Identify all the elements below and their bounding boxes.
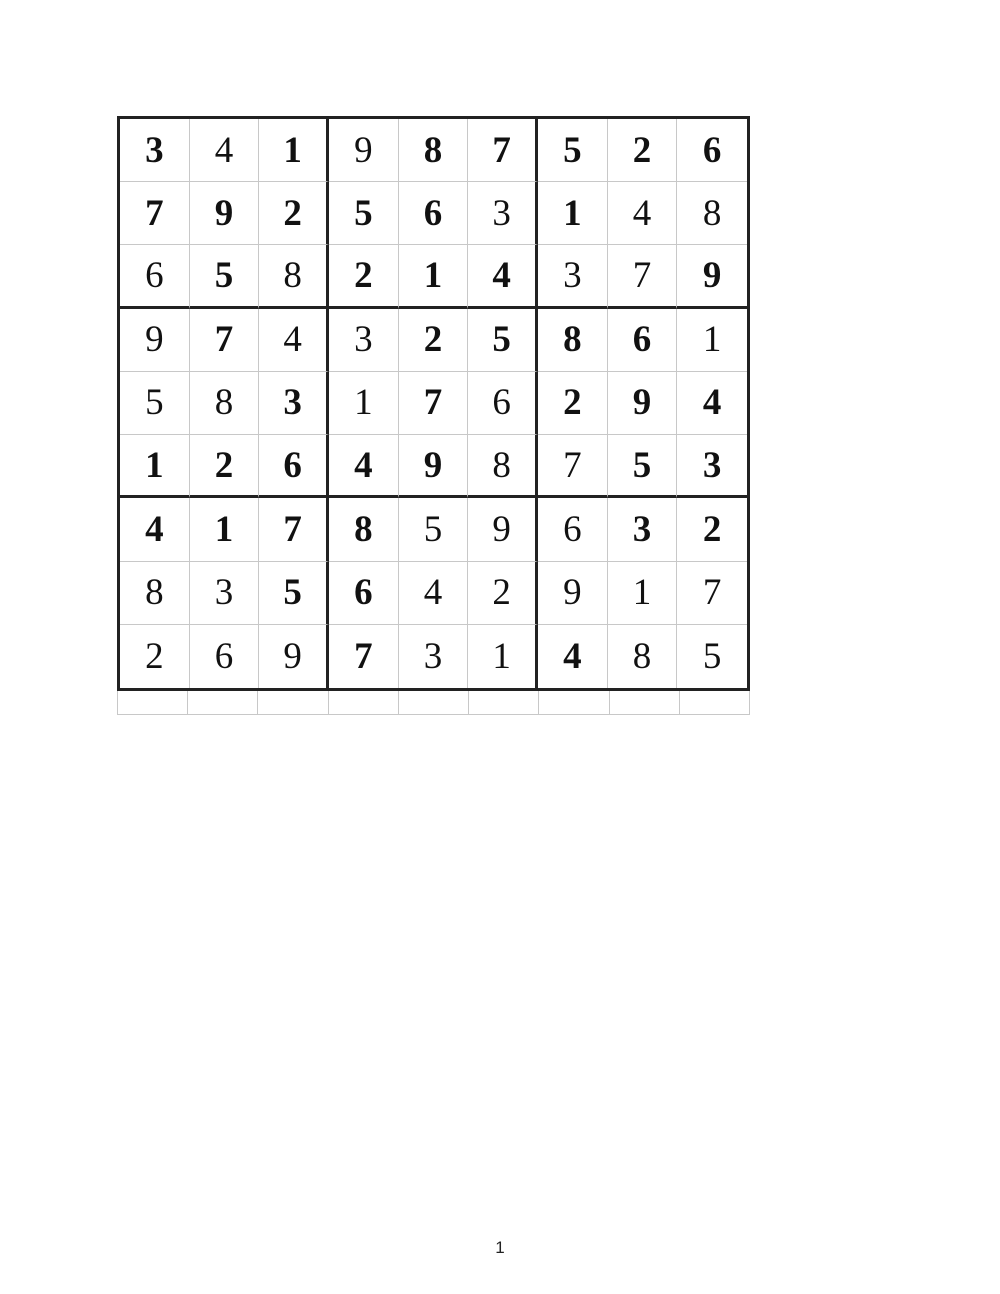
empty-grid-cell: [539, 691, 609, 715]
sudoku-cell-r1-c5: 8: [399, 119, 469, 182]
sudoku-cell-r7-c2: 1: [190, 498, 260, 561]
sudoku-cell-r5-c1: 5: [120, 372, 190, 435]
sudoku-cell-r1-c7: 5: [538, 119, 608, 182]
sudoku-cell-r7-c5: 5: [399, 498, 469, 561]
sudoku-cell-r7-c9: 2: [677, 498, 747, 561]
sudoku-cell-r6-c4: 4: [329, 435, 399, 498]
sudoku-cell-r6-c3: 6: [259, 435, 329, 498]
sudoku-cell-r8-c2: 3: [190, 562, 260, 625]
sudoku-cell-r7-c7: 6: [538, 498, 608, 561]
sudoku-cell-r1-c4: 9: [329, 119, 399, 182]
sudoku-cell-r3-c5: 1: [399, 245, 469, 308]
sudoku-cell-r9-c2: 6: [190, 625, 260, 688]
sudoku-cell-r4-c4: 3: [329, 309, 399, 372]
sudoku-cell-r9-c5: 3: [399, 625, 469, 688]
sudoku-cell-r2-c9: 8: [677, 182, 747, 245]
sudoku-cell-r3-c7: 3: [538, 245, 608, 308]
sudoku-cell-r8-c3: 5: [259, 562, 329, 625]
sudoku-cell-r6-c9: 3: [677, 435, 747, 498]
sudoku-cell-r8-c1: 8: [120, 562, 190, 625]
sudoku-cell-r7-c1: 4: [120, 498, 190, 561]
empty-grid-cell: [469, 691, 539, 715]
sudoku-cell-r8-c6: 2: [468, 562, 538, 625]
sudoku-cell-r8-c8: 1: [608, 562, 678, 625]
sudoku-cell-r9-c6: 1: [468, 625, 538, 688]
sudoku-cell-r9-c1: 2: [120, 625, 190, 688]
sudoku-cell-r2-c5: 6: [399, 182, 469, 245]
sudoku-cell-r6-c6: 8: [468, 435, 538, 498]
sudoku-cell-r8-c5: 4: [399, 562, 469, 625]
empty-grid-row: [117, 691, 750, 715]
sudoku-cell-r7-c3: 7: [259, 498, 329, 561]
sudoku-cell-r1-c1: 3: [120, 119, 190, 182]
sudoku-cell-r4-c2: 7: [190, 309, 260, 372]
sudoku-cell-r4-c5: 2: [399, 309, 469, 372]
sudoku-cell-r2-c1: 7: [120, 182, 190, 245]
sudoku-cell-r7-c6: 9: [468, 498, 538, 561]
sudoku-cell-r2-c4: 5: [329, 182, 399, 245]
empty-grid-cell: [610, 691, 680, 715]
empty-grid-cell: [188, 691, 258, 715]
sudoku-cell-r1-c3: 1: [259, 119, 329, 182]
sudoku-cell-r5-c5: 7: [399, 372, 469, 435]
sudoku-cell-r2-c2: 9: [190, 182, 260, 245]
sudoku-cell-r8-c7: 9: [538, 562, 608, 625]
sudoku-cell-r4-c7: 8: [538, 309, 608, 372]
sudoku-cell-r1-c8: 2: [608, 119, 678, 182]
sudoku-cell-r3-c3: 8: [259, 245, 329, 308]
sudoku-cell-r1-c6: 7: [468, 119, 538, 182]
sudoku-cell-r3-c4: 2: [329, 245, 399, 308]
empty-grid-cell: [258, 691, 328, 715]
sudoku-cell-r5-c2: 8: [190, 372, 260, 435]
sudoku-cell-r2-c6: 3: [468, 182, 538, 245]
sudoku-cell-r3-c9: 9: [677, 245, 747, 308]
sudoku-cell-r4-c3: 4: [259, 309, 329, 372]
sudoku-cell-r9-c9: 5: [702, 635, 722, 677]
sudoku-cell-r5-c6: 6: [468, 372, 538, 435]
sudoku-cell-r9-c4: 7: [329, 625, 399, 688]
sudoku-cell-r2-c7: 1: [538, 182, 608, 245]
sudoku-cell-r5-c8: 9: [608, 372, 678, 435]
empty-grid-cell: [399, 691, 469, 715]
sudoku-cell-r9-c8: 8: [608, 625, 678, 688]
sudoku-cell-r6-c1: 1: [120, 435, 190, 498]
empty-grid-cell: [118, 691, 188, 715]
empty-grid-cell: [329, 691, 399, 715]
sudoku-cell-r1-c2: 4: [190, 119, 260, 182]
sudoku-cell-r3-c2: 5: [190, 245, 260, 308]
sudoku-cell-r6-c5: 9: [399, 435, 469, 498]
sudoku-cell-r4-c8: 6: [608, 309, 678, 372]
sudoku-cell-r6-c8: 5: [608, 435, 678, 498]
sudoku-cell-r5-c3: 3: [259, 372, 329, 435]
sudoku-cell-r2-c8: 4: [608, 182, 678, 245]
sudoku-cell-r7-c8: 3: [608, 498, 678, 561]
sudoku-cell-r2-c3: 2: [259, 182, 329, 245]
sudoku-cell-r5-c9: 4: [677, 372, 747, 435]
sudoku-cell-r6-c7: 7: [538, 435, 608, 498]
sudoku-cell-r9-c7: 4: [538, 625, 608, 688]
sudoku-cell-r4-c1: 9: [120, 309, 190, 372]
page-number: 1: [495, 1238, 505, 1257]
sudoku-cell-r3-c8: 7: [608, 245, 678, 308]
sudoku-cell-r5-c7: 2: [538, 372, 608, 435]
sudoku-cell-r6-c2: 2: [190, 435, 260, 498]
sudoku-board: [117, 116, 750, 691]
sudoku-cell-r5-c4: 1: [329, 372, 399, 435]
empty-grid-cell: [680, 691, 750, 715]
sudoku-cell-r9-c3: 9: [259, 625, 329, 688]
sudoku-cell-r4-c9: 1: [677, 309, 747, 372]
sudoku-cell-r3-c6: 4: [468, 245, 538, 308]
sudoku-cell-r8-c9: 7: [677, 562, 747, 625]
sudoku-cell-r4-c6: 5: [468, 309, 538, 372]
sudoku-cell-r8-c4: 6: [329, 562, 399, 625]
sudoku-cell-r3-c1: 6: [120, 245, 190, 308]
sudoku-cell-r7-c4: 8: [329, 498, 399, 561]
sudoku-cell-r1-c9: 6: [677, 119, 747, 182]
